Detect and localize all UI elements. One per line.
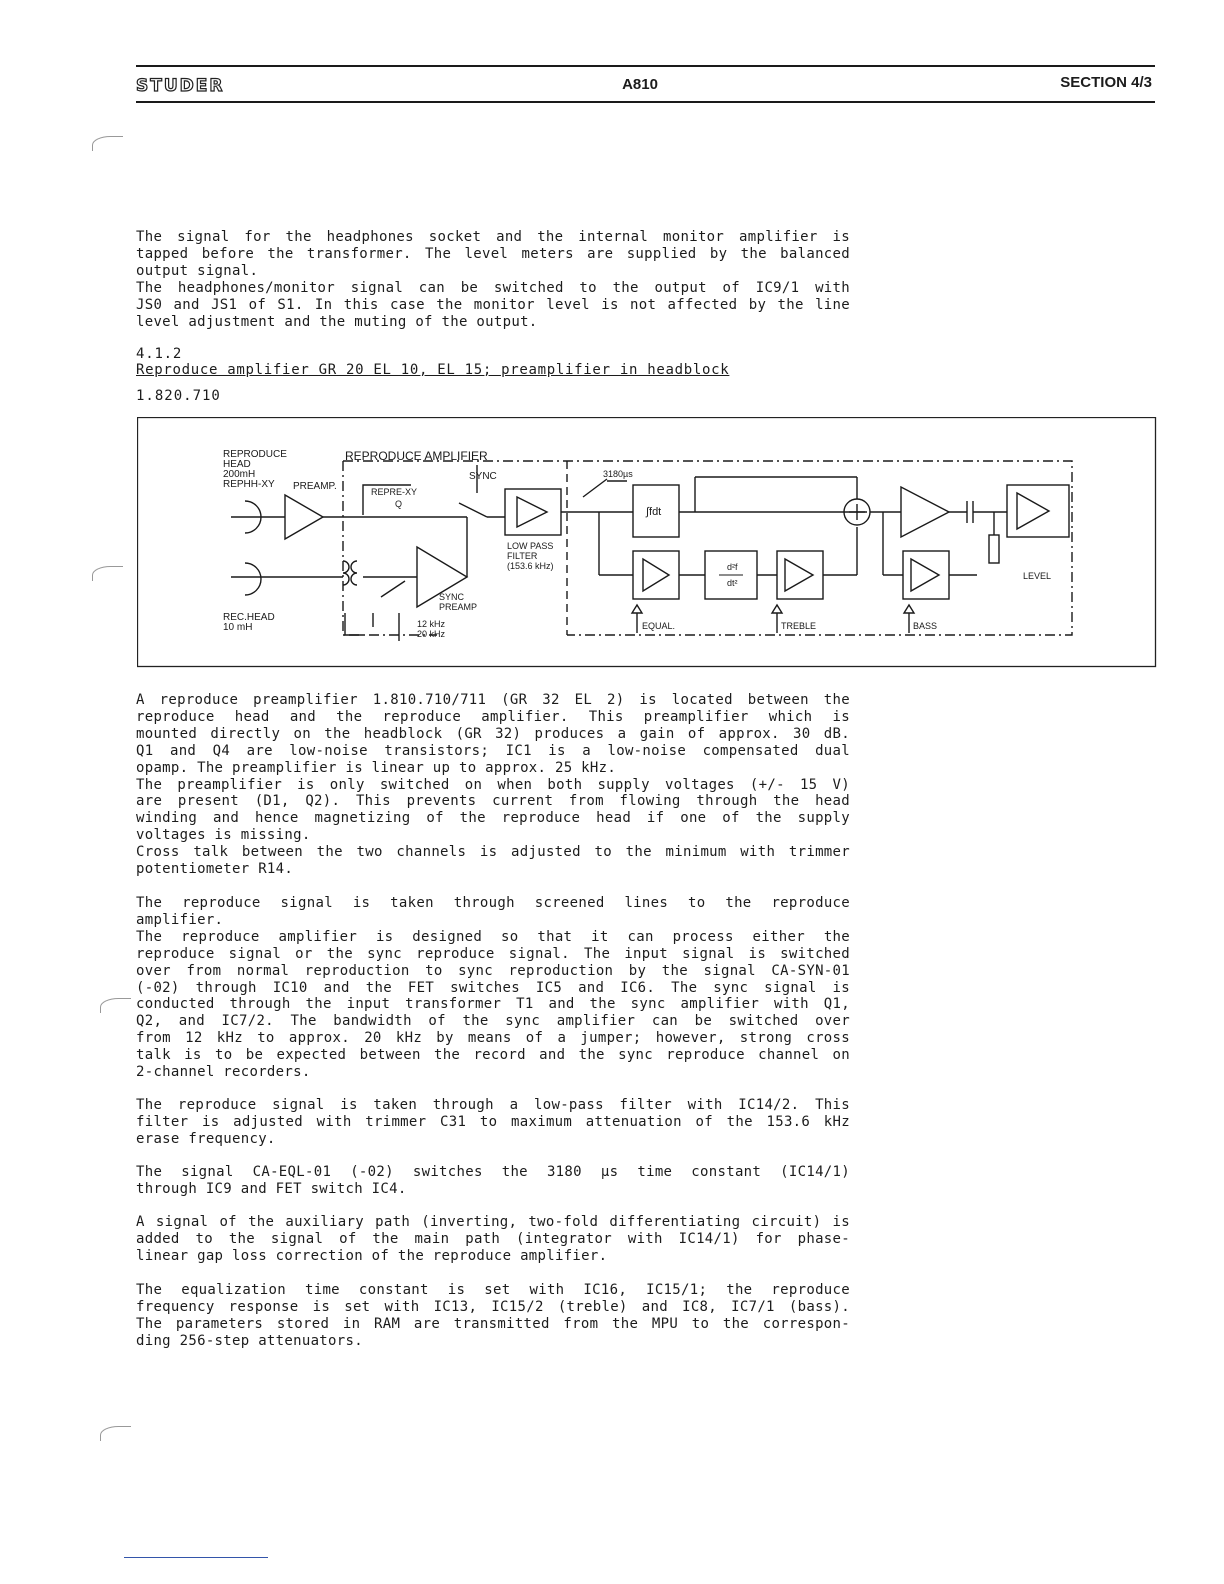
text-line: A reproduce preamplifier 1.810.710/711 (GR 32 EL 2) is located between the xyxy=(136,692,850,708)
text-line: The signal CA-EQL-01 (-02) switches the 3180 µs time constant (IC14/1) xyxy=(136,1164,850,1180)
header-bottom-rule xyxy=(136,101,1155,103)
lowpass-triangle xyxy=(517,497,547,527)
diagram-label: 200mH xyxy=(223,469,256,480)
diagram-label: LOW PASS xyxy=(507,541,554,551)
body-paragraph xyxy=(136,895,850,1081)
section-number: SECTION 4/3 xyxy=(1060,74,1152,91)
diagram-label: REPRE-XY xyxy=(371,487,418,497)
scan-mark xyxy=(92,136,123,151)
text-line: reproduce signal or the sync reproduce signal. The input signal is switched xyxy=(136,945,850,962)
integrator-label: ∫fdt xyxy=(646,506,662,518)
diagram-label: 20 kHz xyxy=(417,629,446,639)
text-line: Q2, and IC7/2. The bandwidth of the sync amplifier can be switched over xyxy=(136,1013,850,1030)
transformer-primary xyxy=(343,561,349,585)
text-line: added to the signal of the main path (integrator with IC14/1) for phase- xyxy=(136,1230,850,1247)
body-paragraph xyxy=(136,1164,850,1198)
text-line: (-02) through IC10 and the FET switches IC5 and IC6. The sync signal is xyxy=(136,979,850,996)
text-line: The reproduce signal is taken through screened lines to the reproduce xyxy=(136,895,850,911)
text-line: winding and hence magnetizing of the reproduce head if one of the supply xyxy=(136,810,850,827)
text-line: over from normal reproduction to sync reproduction by the signal CA-SYN-01 xyxy=(136,962,850,979)
diagram-label: FILTER xyxy=(507,551,538,561)
diagram-label: SYNC xyxy=(439,592,465,602)
text-line: talk is to be expected between the record and the sync reproduce channel on xyxy=(136,1047,850,1064)
text-line: voltages is missing. xyxy=(136,827,311,844)
part-number: 1.820.710 xyxy=(136,388,221,404)
diagram-label: TREBLE xyxy=(781,621,817,631)
equal-control-arrow xyxy=(632,605,642,613)
diagram-label: HEAD xyxy=(223,459,251,470)
text-line: linear gap loss correction of the reproduce amplifier. xyxy=(136,1247,608,1264)
text-line: The equalization time constant is set with IC16, IC15/1; the reproduce xyxy=(136,1282,850,1298)
text-line: reproduce head and the reproduce amplifier. This preamplifier which is xyxy=(136,708,850,725)
model-number: A810 xyxy=(622,76,658,93)
diagram-label: REPHH-XY xyxy=(223,479,275,490)
differentiator-top: d²f xyxy=(727,562,738,572)
text-line: The reproduce signal is taken through a low-pass filter with IC14/2. This xyxy=(136,1097,850,1113)
bass-amp-box xyxy=(903,551,949,599)
scan-mark xyxy=(100,998,131,1013)
preamp-triangle xyxy=(285,495,323,539)
text-line: JS0 and JS1 of S1. In this case the monitor level is not affected by the line xyxy=(136,296,850,313)
diagram-label: SYNC xyxy=(469,471,497,482)
intro-paragraph xyxy=(136,229,850,330)
diagram-label: (153.6 kHz) xyxy=(507,561,554,571)
text-line: The parameters stored in RAM are transmitted from the MPU to the correspon- xyxy=(136,1315,850,1332)
diagram-label: EQUAL. xyxy=(642,621,676,631)
block-diagram xyxy=(137,417,1157,669)
diagram-label: LEVEL xyxy=(1023,571,1052,581)
level-resistor xyxy=(989,535,999,563)
transformer-secondary xyxy=(351,561,357,585)
lowpass-filter-box xyxy=(505,489,561,535)
text-line: The headphones/monitor signal can be switched to the output of IC9/1 with xyxy=(136,279,850,296)
section-heading-number: 4.1.2 xyxy=(136,346,183,362)
diagram-label: Q xyxy=(395,499,403,509)
diagram-label: PREAMP. xyxy=(293,481,337,492)
body-paragraph xyxy=(136,1214,850,1265)
equal-amp-triangle xyxy=(643,559,669,591)
text-line: mounted directly on the headblock (GR 32) produces a gain of approx. 30 dB. xyxy=(136,725,850,742)
diagram-label: 3180µs xyxy=(603,469,633,479)
text-line: A signal of the auxiliary path (inverting, two-fold differentiating circuit) is xyxy=(136,1214,850,1230)
text-line: conducted through the input transformer T1 and the sync amplifier with Q1, xyxy=(136,996,850,1013)
text-line: output signal. xyxy=(136,262,259,279)
diagram-label: REC.HEAD xyxy=(223,612,275,623)
diagram-label: REPRODUCE xyxy=(223,449,287,460)
scan-mark xyxy=(92,566,123,581)
final-amp-triangle xyxy=(1017,493,1049,529)
text-line: erase frequency. xyxy=(136,1130,276,1147)
text-line: opamp. The preamplifier is linear up to approx. 25 kHz. xyxy=(136,759,617,776)
treble-amp-box xyxy=(777,551,823,599)
header-top-rule xyxy=(136,65,1155,67)
rec-head-symbol xyxy=(245,563,261,595)
equal-amp-box xyxy=(633,551,679,599)
diagram-label: 10 mH xyxy=(223,622,253,633)
text-line: The signal for the headphones socket and the internal monitor amplifier is xyxy=(136,229,850,245)
text-line: frequency response is set with IC13, IC15/2 (treble) and IC8, IC7/1 (bass). xyxy=(136,1298,850,1315)
text-line: amplifier. xyxy=(136,911,224,928)
diagram-label: PREAMP xyxy=(439,602,478,612)
text-line: The preamplifier is only switched on when both supply voltages (+/- 15 V) xyxy=(136,776,850,793)
treble-amp-triangle xyxy=(785,559,813,591)
text-line: Q1 and Q4 are low-noise transistors; IC1 is a low-noise compensated dual xyxy=(136,742,850,759)
footer-rule xyxy=(124,1557,268,1558)
text-line: filter is adjusted with trimmer C31 to maximum attenuation of the 153.6 kHz xyxy=(136,1113,850,1130)
section-heading-title: Reproduce amplifier GR 20 EL 10, EL 15; preamplifier in headblock xyxy=(136,362,730,378)
body-paragraph xyxy=(136,692,850,878)
text-line: tapped before the transformer. The level meters are supplied by the balanced xyxy=(136,245,850,262)
text-line: are present (D1, Q2). This prevents current from flowing through the head xyxy=(136,793,850,810)
bass-control-arrow xyxy=(904,605,914,613)
diagram-label: 12 kHz xyxy=(417,619,446,629)
text-line: The reproduce amplifier is designed so that it can process either the xyxy=(136,928,850,945)
diagram-title: REPRODUCE AMPLIFIER xyxy=(345,449,488,463)
studer-logo: STUDER xyxy=(136,76,225,96)
treble-control-arrow xyxy=(772,605,782,613)
text-line: ding 256-step attenuators. xyxy=(136,1332,363,1349)
body-paragraph xyxy=(136,1282,850,1350)
diagram-label: BASS xyxy=(913,621,938,631)
text-line: Cross talk between the two channels is adjusted to the minimum with trimmer xyxy=(136,844,850,861)
text-line: level adjustment and the muting of the output. xyxy=(136,313,538,330)
text-line: through IC9 and FET switch IC4. xyxy=(136,1180,407,1197)
text-line: from 12 kHz to approx. 20 kHz by means of a jumper; however, strong cross xyxy=(136,1030,850,1047)
differentiator-bottom: dt² xyxy=(727,578,738,588)
text-line: 2-channel recorders. xyxy=(136,1064,311,1081)
body-paragraph xyxy=(136,1097,850,1148)
text-line: potentiometer R14. xyxy=(136,861,294,878)
output-amp-triangle xyxy=(901,487,949,537)
scan-mark xyxy=(100,1426,131,1441)
bass-amp-triangle xyxy=(911,559,939,591)
